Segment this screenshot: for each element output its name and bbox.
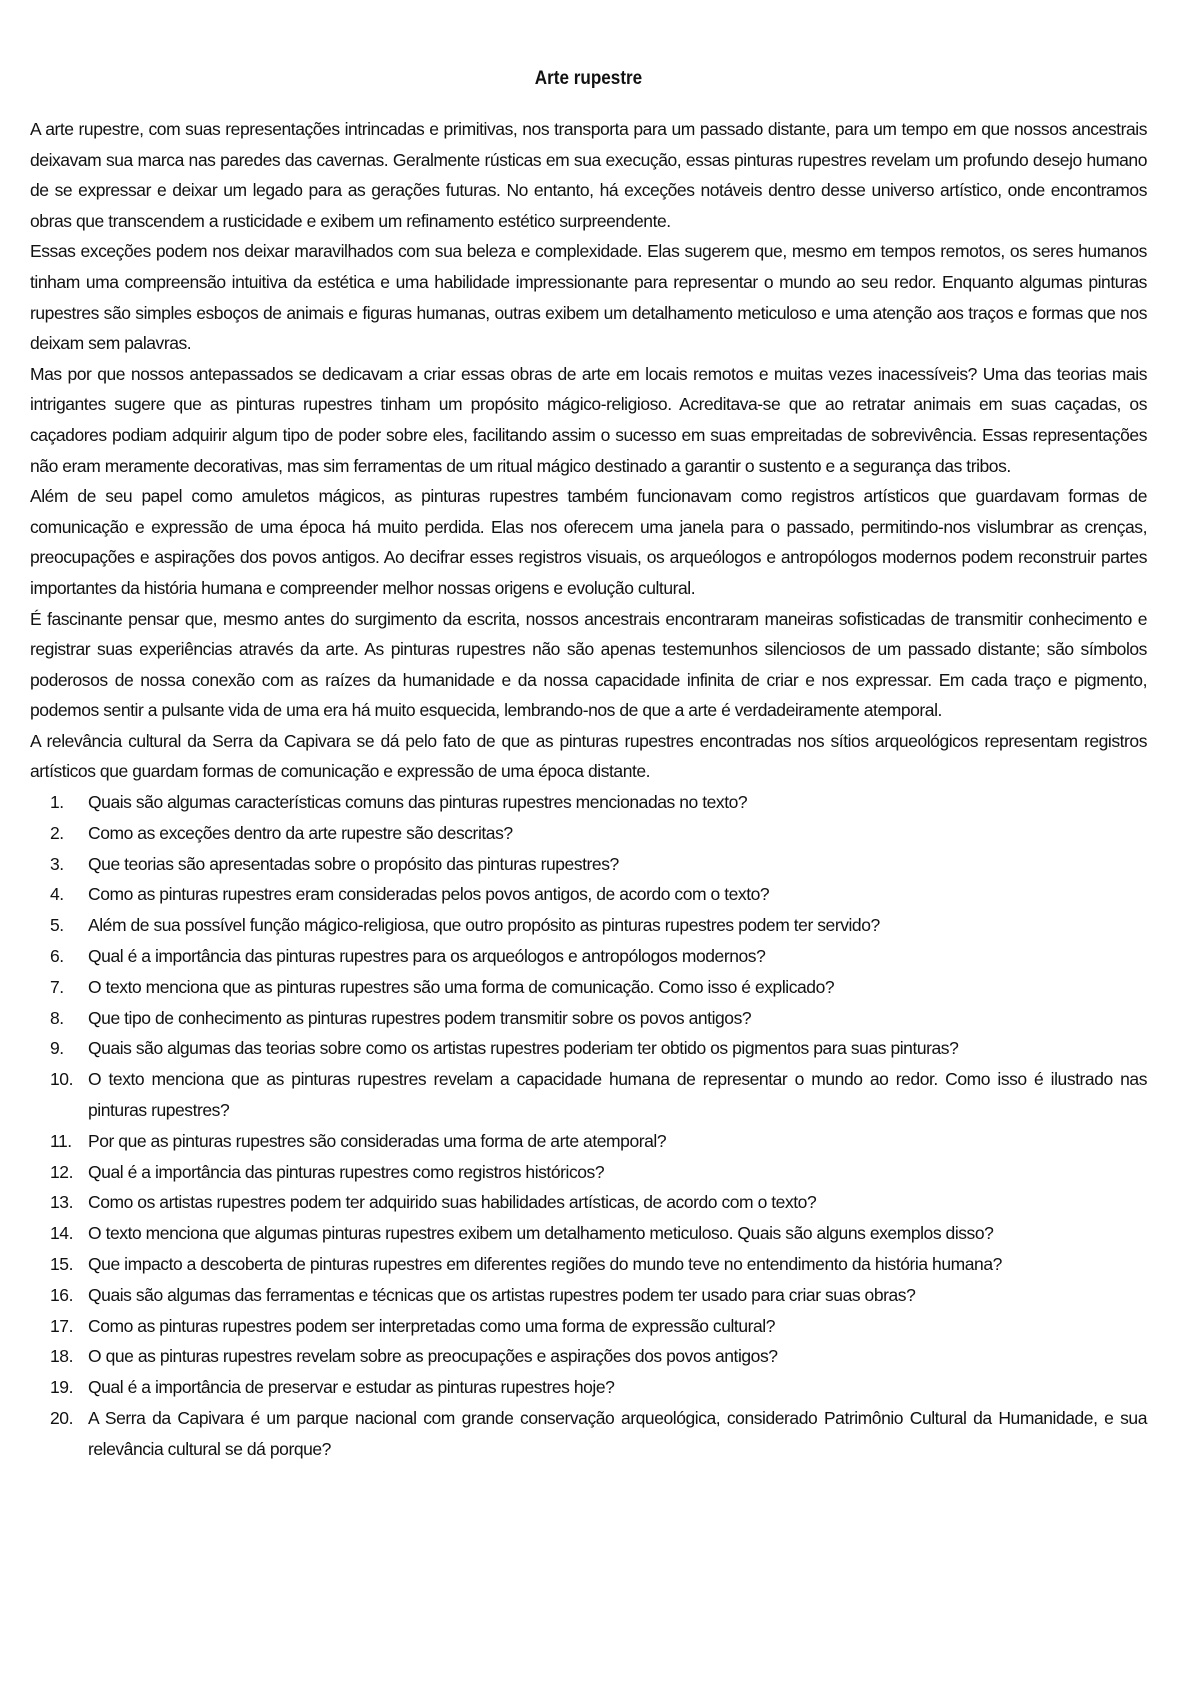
question-item (30, 1372, 1147, 1403)
question-item (30, 1218, 1147, 1249)
question-item (30, 1033, 1147, 1064)
paragraph: A arte rupestre, com suas representações intrincadas e primitivas, nos transporta para um passado distante, para um tempo em que nossos ancestrais deixavam sua marca nas paredes das cavernas. Geralmente rústicas em sua execução, essas pinturas rupestres revelam um profundo desejo humano de se expressar e deixar um legado para as gerações futuras. No entanto, há exceções notáveis dentro desse universo artístico, onde encontramos obras que transcendem a rusticidade e exibem um refinamento estético surpreendente. (30, 119, 1147, 231)
question-text: A Serra da Capivara é um parque nacional com grande conservação arqueológica, considerado Patrimônio Cultural da Humanidade, e sua relevância cultural se dá porque? (88, 1408, 1147, 1459)
question-number: 5. (50, 915, 64, 936)
question-number: 9. (50, 1038, 64, 1059)
question-number: 7. (50, 976, 64, 997)
question-item (30, 941, 1147, 972)
question-text: Quais são algumas características comuns das pinturas rupestres mencionadas no texto? (88, 792, 748, 813)
question-item (30, 1280, 1147, 1311)
question-text: Quais são algumas das ferramentas e técnicas que os artistas rupestres podem ter usado para criar suas obras? (88, 1284, 916, 1305)
question-item (30, 972, 1147, 1003)
document-body (30, 114, 1147, 787)
question-item (30, 1157, 1147, 1188)
question-number: 18. (50, 1346, 73, 1367)
paragraph: Mas por que nossos antepassados se dedicavam a criar essas obras de arte em locais remotos e muitas vezes inacessíveis? Uma das teorias mais intrigantes sugere que as pinturas rupestres tinham um propósito mágico-religioso. Acreditava-se que ao retratar animais em suas caçadas, os caçadores podiam adquirir algum tipo de poder sobre eles, facilitando assim o sucesso em suas empreitadas de sobrevivência. Essas representações não eram meramente decorativas, mas sim ferramentas de um ritual mágico destinado a garantir o sustento e a segurança das tribos. (30, 363, 1147, 476)
question-item (30, 1064, 1147, 1126)
question-text: O texto menciona que algumas pinturas rupestres exibem um detalhamento meticuloso. Quais são alguns exemplos disso? (88, 1223, 994, 1244)
question-number: 1. (50, 792, 64, 813)
paragraph: A relevância cultural da Serra da Capivara se dá pelo fato de que as pinturas rupestres encontradas nos sítios arqueológicos representam registros artísticos que guardam formas de comunicação e expressão de uma época distante. (30, 730, 1147, 782)
question-number: 14. (50, 1223, 73, 1244)
question-text: Que tipo de conhecimento as pinturas rupestres podem transmitir sobre os povos antigos? (88, 1007, 752, 1028)
question-text: O que as pinturas rupestres revelam sobre as preocupações e aspirações dos povos antigos? (88, 1346, 778, 1367)
question-text: Como os artistas rupestres podem ter adquirido suas habilidades artísticas, de acordo com o texto? (88, 1192, 817, 1213)
question-item (30, 879, 1147, 910)
question-number: 13. (50, 1192, 73, 1213)
question-text: Qual é a importância das pinturas rupestres para os arqueólogos e antropólogos modernos? (88, 946, 766, 967)
question-number: 10. (50, 1069, 73, 1090)
question-item (30, 1003, 1147, 1034)
question-number: 20. (50, 1408, 73, 1428)
question-number: 19. (50, 1377, 73, 1398)
paragraph: Além de seu papel como amuletos mágicos, as pinturas rupestres também funcionavam como registros artísticos que guardavam formas de comunicação e expressão de uma época há muito perdida. Elas nos oferecem uma janela para o passado, permitindo-nos vislumbrar as crenças, preocupações e aspirações dos povos antigos. Ao decifrar esses registros visuais, os arqueólogos e antropólogos modernos podem reconstruir partes importantes da história humana e compreender melhor nossas origens e evolução cultural. (30, 486, 1147, 598)
question-text: Como as exceções dentro da arte rupestre são descritas? (88, 822, 513, 843)
question-text: Qual é a importância de preservar e estudar as pinturas rupestres hoje? (88, 1377, 615, 1398)
question-item (30, 1341, 1147, 1372)
question-number: 12. (50, 1161, 73, 1182)
question-item (30, 787, 1147, 818)
question-number: 6. (50, 946, 64, 967)
document-title: Arte rupestre (534, 68, 643, 89)
question-text: Qual é a importância das pinturas rupestres como registros históricos? (88, 1161, 605, 1182)
question-item (30, 1311, 1147, 1342)
question-item (30, 910, 1147, 941)
question-text: O texto menciona que as pinturas rupestres são uma forma de comunicação. Como isso é explicado? (88, 976, 835, 997)
question-text: Como as pinturas rupestres podem ser interpretadas como uma forma de expressão cultural? (88, 1315, 776, 1336)
question-number: 2. (50, 822, 64, 843)
question-item (30, 1126, 1147, 1157)
question-item (30, 1249, 1147, 1280)
question-text: Que impacto a descoberta de pinturas rupestres em diferentes regiões do mundo teve no entendimento da história humana? (88, 1254, 1002, 1275)
paragraph: É fascinante pensar que, mesmo antes do surgimento da escrita, nossos ancestrais encontraram maneiras sofisticadas de transmitir conhecimento e registrar suas experiências através da arte. As pinturas rupestres não são apenas testemunhos silenciosos de um passado distante; são símbolos poderosos de nossa conexão com as raízes da humanidade e da nossa capacidade infinita de criar e nos expressar. Em cada traço e pigmento, podemos sentir a pulsante vida de uma era há muito esquecida, lembrando-nos de que a arte é verdadeiramente atemporal. (30, 608, 1147, 721)
question-number: 3. (50, 853, 64, 874)
question-text: Como as pinturas rupestres eram consideradas pelos povos antigos, de acordo com o texto? (88, 884, 770, 905)
question-number: 16. (50, 1284, 73, 1305)
question-list (30, 787, 1147, 1465)
question-item (30, 818, 1147, 849)
question-item (30, 849, 1147, 880)
question-number: 17. (50, 1315, 73, 1336)
question-text: Quais são algumas das teorias sobre como os artistas rupestres poderiam ter obtido os pigmentos para suas pinturas? (88, 1038, 959, 1059)
question-number: 15. (50, 1254, 73, 1275)
question-text: Que teorias são apresentadas sobre o propósito das pinturas rupestres? (88, 853, 619, 874)
question-text: O texto menciona que as pinturas rupestres revelam a capacidade humana de representar o mundo ao redor. Como isso é ilustrado nas pinturas rupestres? (88, 1069, 1147, 1121)
question-number: 11. (50, 1130, 72, 1151)
paragraph: Essas exceções podem nos deixar maravilhados com sua beleza e complexidade. Elas sugerem que, mesmo em tempos remotos, os seres humanos tinham uma compreensão intuitiva da estética e uma habilidade impressionante para representar o mundo ao seu redor. Enquanto algumas pinturas rupestres são simples esboços de animais e figuras humanas, outras exibem um detalhamento meticuloso e uma atenção aos traços e formas que nos deixam sem palavras. (30, 241, 1147, 354)
question-text: Além de sua possível função mágico-religiosa, que outro propósito as pinturas rupestres podem ter servido? (88, 915, 880, 936)
question-item (30, 1403, 1147, 1465)
question-number: 8. (50, 1007, 64, 1028)
question-item (30, 1187, 1147, 1218)
question-text: Por que as pinturas rupestres são consideradas uma forma de arte atemporal? (88, 1130, 667, 1151)
question-number: 4. (50, 884, 64, 905)
